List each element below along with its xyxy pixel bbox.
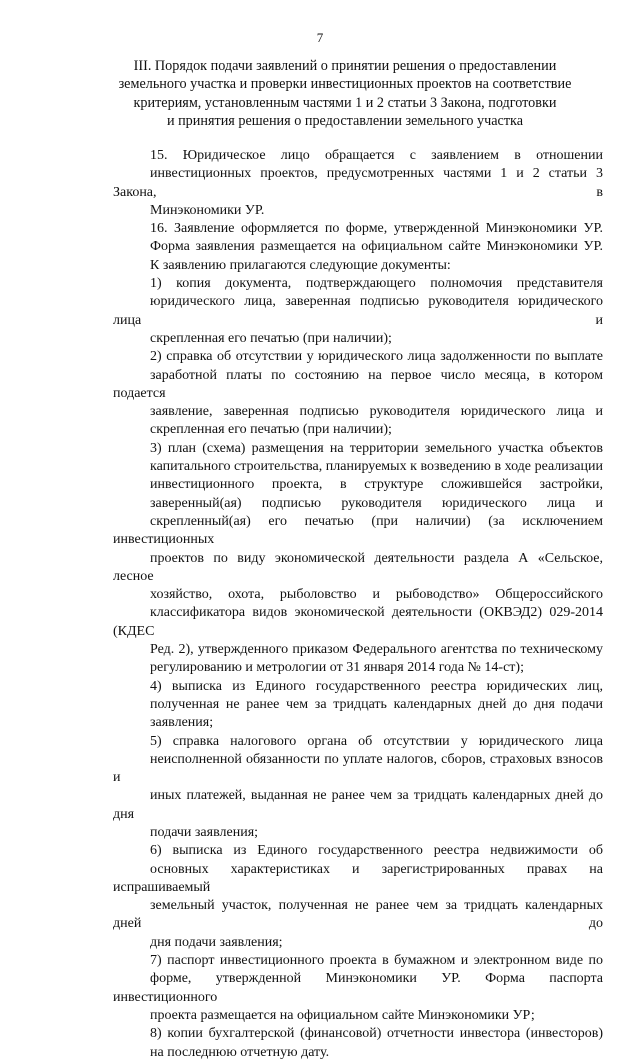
- document-list-item: [113, 1025, 603, 1062]
- document-list-item: [113, 842, 603, 952]
- text-line: 5) справка налогового органа об отсутствии у юридического лица: [150, 733, 603, 749]
- section-title-line: III. Порядок подачи заявлений о принятии решения о предоставлении: [133, 58, 557, 74]
- section-title: [95, 57, 595, 130]
- text-line: 1) копия документа, подтверждающего полномочия представителя: [150, 276, 603, 292]
- paragraph-item-15: [113, 147, 603, 220]
- text-line: капитального строительства, планируемых к возведению в ходе реализации: [150, 459, 603, 475]
- text-line: скрепленный(ая) его печатью (при наличии) (за исключением инвестиционных: [113, 513, 603, 548]
- paragraph-item-16: [113, 220, 603, 275]
- text-line: полученная не ранее чем за тридцать календарных дней до дня подачи: [150, 696, 603, 712]
- document-list-item: [113, 440, 603, 678]
- text-line: подачи заявления;: [150, 824, 259, 840]
- text-line: неисполненной обязанности по уплате налогов, сборов, страховых взносов и: [113, 751, 603, 786]
- text-line: заявления;: [150, 715, 214, 731]
- text-line: заработной платы по состоянию на первое число месяца, в котором подается: [113, 367, 603, 401]
- text-line: хозяйство, охота, рыболовство и рыбоводство» Общероссийского: [150, 587, 603, 603]
- text-line: Форма заявления размещается на официальном сайте Минэкономики УР.: [150, 239, 603, 255]
- text-line: проектов по виду экономической деятельности раздела А «Сельское, лесное: [113, 550, 603, 584]
- text-line: инвестиционного проекта, в структуре сложившейся застройки,: [150, 477, 603, 493]
- text-line: скрепленная его печатью (при наличии);: [150, 422, 392, 438]
- document-list-item: [113, 348, 603, 439]
- section-title-line: и принятия решения о предоставлении земельного участка: [166, 112, 524, 129]
- text-line: основных характеристиках и зарегистрированных правах на испрашиваемый: [113, 861, 603, 895]
- text-line: на последнюю отчетную дату.: [150, 1044, 330, 1060]
- text-line: К заявлению прилагаются следующие документы:: [150, 257, 451, 273]
- text-line: 3) план (схема) размещения на территории земельного участка объектов: [150, 440, 603, 456]
- text-line: регулированию и метрологии от 31 января 2014 года № 14-ст);: [150, 660, 524, 676]
- text-line: Ред. 2), утвержденного приказом Федерального агентства по техническому: [150, 642, 603, 658]
- page-number: 7: [316, 30, 324, 45]
- text-line: 16. Заявление оформляется по форме, утвержденной Минэкономики УР.: [150, 221, 603, 237]
- text-line: 8) копии бухгалтерской (финансовой) отчетности инвестора (инвесторов): [150, 1026, 603, 1042]
- text-line: 6) выписка из Единого государственного реестра недвижимости об: [150, 843, 603, 859]
- document-list-item: [113, 952, 603, 1025]
- text-line: скрепленная его печатью (при наличии);: [150, 330, 392, 346]
- text-line: форме, утвержденной Минэкономики УР. Форма паспорта инвестиционного: [113, 971, 603, 1005]
- document-body: [113, 147, 603, 1062]
- document-list-item: [113, 275, 603, 348]
- text-line: классификатора видов экономической деятельности (ОКВЭД2) 029-2014 (КДЕС: [113, 605, 603, 639]
- text-line: дня подачи заявления;: [150, 934, 283, 950]
- text-line: 15. Юридическое лицо обращается с заявлением в отношении: [150, 148, 603, 163]
- text-line: заявление, заверенная подписью руководителя юридического лица и: [150, 404, 603, 420]
- document-list-item: [113, 733, 603, 843]
- text-line: иных платежей, выданная не ранее чем за тридцать календарных дней до дня: [113, 788, 603, 822]
- text-line: заверенный(ая) подписью руководителя юридического лица и: [150, 495, 603, 511]
- text-line: 2) справка об отсутствии у юридического лица задолженности по выплате: [150, 349, 603, 365]
- text-line: проекта размещается на официальном сайте Минэкономики УР;: [150, 1007, 535, 1023]
- section-title-line: критериям, установленным частями 1 и 2 статьи 3 Закона, подготовки: [133, 94, 557, 111]
- text-line: инвестиционных проектов, предусмотренных частями 1 и 2 статьи 3 Закона, в: [113, 166, 603, 200]
- text-line: земельный участок, полученная не ранее чем за тридцать календарных дней до: [113, 898, 603, 932]
- section-title-line: земельного участка и проверки инвестиционных проектов на соответствие: [118, 76, 572, 93]
- text-line: 7) паспорт инвестиционного проекта в бумажном и электронном виде по: [150, 953, 603, 969]
- text-line: 4) выписка из Единого государственного реестра юридических лиц,: [150, 678, 603, 694]
- document-list-item: [113, 678, 603, 733]
- text-line: Минэкономики УР.: [150, 202, 265, 218]
- text-line: юридического лица, заверенная подписью руководителя юридического лица и: [113, 294, 603, 328]
